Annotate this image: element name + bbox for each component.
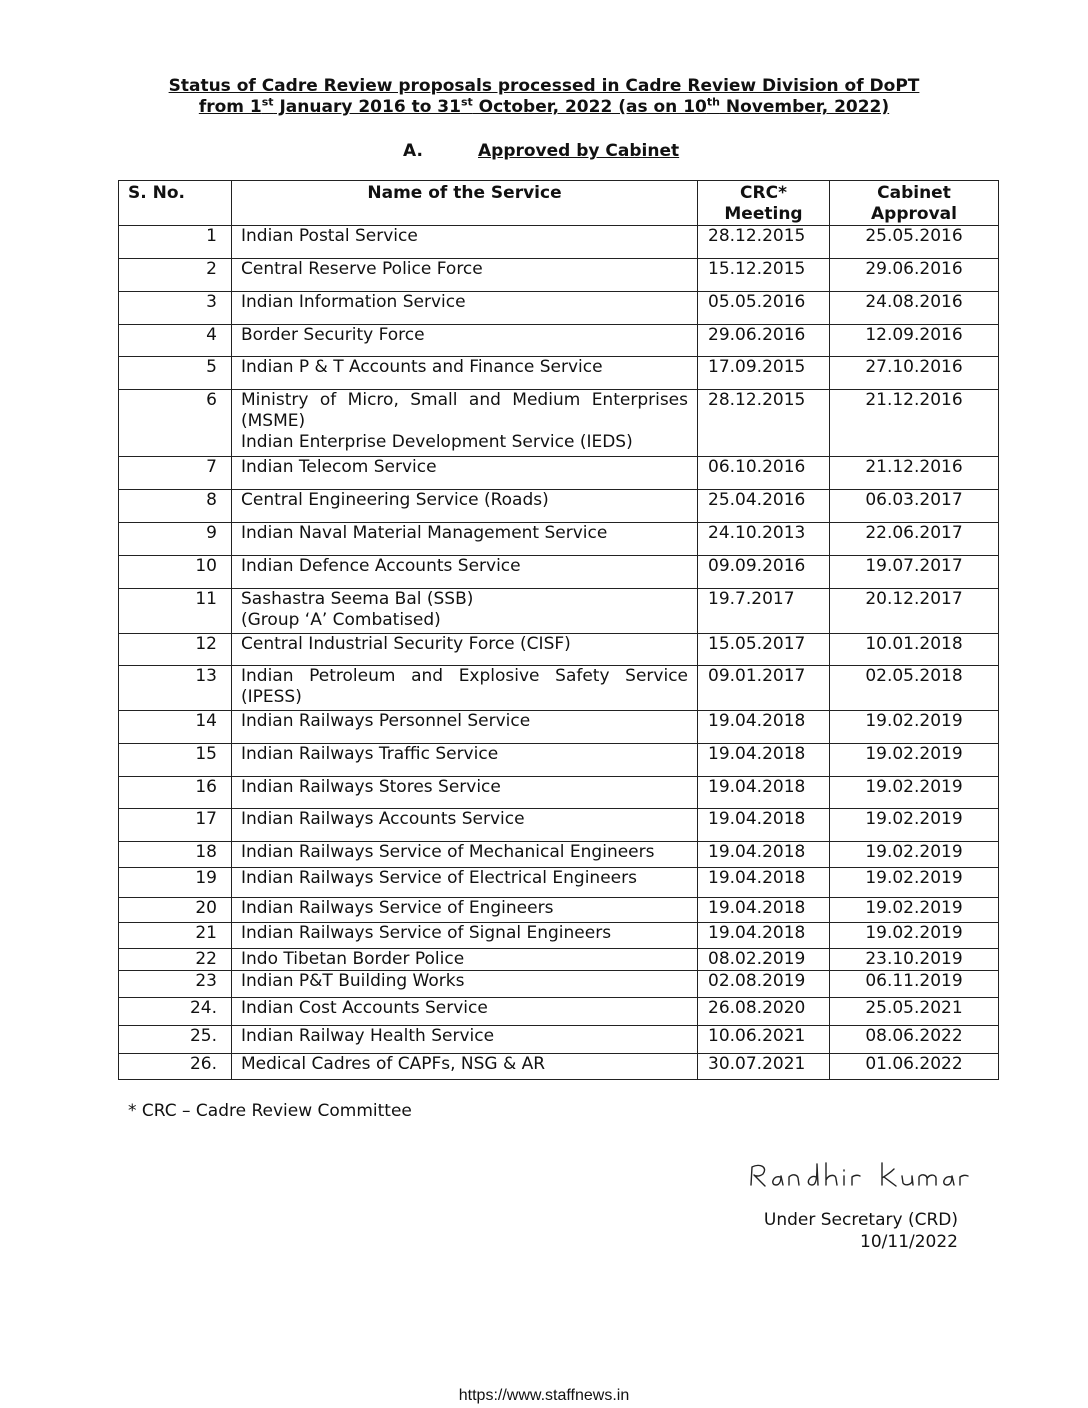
cell-sno: 14 (119, 711, 232, 744)
cell-sno: 18 (119, 842, 232, 868)
service-name-text: Indian Railways Service of Engineers (241, 898, 554, 918)
cell-cabinet-approval-date: 29.06.2016 (830, 259, 999, 292)
title-part: from 1 (198, 97, 262, 117)
cell-crc-meeting-date: 28.12.2015 (698, 390, 830, 457)
cell-crc-meeting-date: 06.10.2016 (698, 457, 830, 490)
cell-cabinet-approval-date: 24.08.2016 (830, 292, 999, 325)
cell-service-name (232, 390, 698, 457)
cell-crc-meeting-date: 25.04.2016 (698, 490, 830, 523)
cell-cabinet-approval-date: 01.06.2022 (830, 1054, 999, 1080)
cell-cabinet-approval-date: 21.12.2016 (830, 390, 999, 457)
service-name-text: Indian Telecom Service (241, 457, 437, 477)
document-title (0, 76, 1088, 118)
service-name-text: Indian Railways Stores Service (241, 777, 501, 797)
cell-sno: 9 (119, 523, 232, 556)
service-name-text: Indian Cost Accounts Service (241, 998, 488, 1018)
service-name-text: Indian Petroleum and Explosive Safety Service (IPESS) (241, 666, 688, 707)
cell-sno: 15 (119, 744, 232, 777)
table-row (119, 325, 999, 357)
cell-cabinet-approval-date: 02.05.2018 (830, 666, 999, 711)
table-row (119, 777, 999, 809)
cell-crc-meeting-date: 19.04.2018 (698, 898, 830, 923)
table-row (119, 390, 999, 457)
cell-sno: 7 (119, 457, 232, 490)
cell-crc-meeting-date: 09.09.2016 (698, 556, 830, 589)
table-row (119, 898, 999, 923)
cell-sno: 12 (119, 634, 232, 666)
cell-cabinet-approval-date: 20.12.2017 (830, 589, 999, 634)
handwritten-signature (746, 1155, 971, 1199)
cell-service-name (232, 666, 698, 711)
cell-sno: 19 (119, 868, 232, 898)
cell-cabinet-approval-date: 19.02.2019 (830, 809, 999, 842)
header-service-name: Name of the Service (232, 181, 698, 226)
title-sup: th (706, 95, 720, 109)
table-row (119, 357, 999, 390)
cell-sno: 5 (119, 357, 232, 390)
cell-crc-meeting-date: 17.09.2015 (698, 357, 830, 390)
cell-cabinet-approval-date: 19.02.2019 (830, 898, 999, 923)
table-row (119, 971, 999, 998)
table-row (119, 809, 999, 842)
cell-cabinet-approval-date: 19.02.2019 (830, 842, 999, 868)
title-sup: st (460, 95, 473, 109)
cell-cabinet-approval-date: 10.01.2018 (830, 634, 999, 666)
cell-crc-meeting-date: 15.05.2017 (698, 634, 830, 666)
table-row (119, 1054, 999, 1080)
cell-service-name (232, 809, 698, 842)
cell-crc-meeting-date: 10.06.2021 (698, 1026, 830, 1054)
cell-service-name (232, 325, 698, 357)
title-sup: st (261, 95, 274, 109)
cell-service-name (232, 949, 698, 971)
service-name-subtext: (Group ‘A’ Combatised) (241, 610, 441, 630)
table-row (119, 634, 999, 666)
cell-service-name (232, 589, 698, 634)
cell-service-name (232, 226, 698, 259)
header-crc-line1: CRC* (740, 183, 787, 203)
header-cabinet-approval (830, 181, 999, 226)
cell-sno: 11 (119, 589, 232, 634)
title-line-1: Status of Cadre Review proposals processed in Cadre Review Division of DoPT (168, 76, 920, 96)
header-cabinet-line2: Approval (871, 204, 957, 224)
cell-sno: 13 (119, 666, 232, 711)
table-row (119, 711, 999, 744)
cell-service-name (232, 1026, 698, 1054)
title-part: November, 2022) (719, 97, 890, 117)
service-name-text: Indian Railways Accounts Service (241, 809, 525, 829)
cell-crc-meeting-date: 19.7.2017 (698, 589, 830, 634)
cell-cabinet-approval-date: 25.05.2016 (830, 226, 999, 259)
cell-sno: 16 (119, 777, 232, 809)
service-name-text: Indian Railways Service of Mechanical Engineers (241, 842, 655, 862)
cell-crc-meeting-date: 19.04.2018 (698, 868, 830, 898)
cell-service-name (232, 457, 698, 490)
cell-crc-meeting-date: 15.12.2015 (698, 259, 830, 292)
cell-cabinet-approval-date: 19.02.2019 (830, 777, 999, 809)
table-row (119, 842, 999, 868)
cell-service-name (232, 292, 698, 325)
table-row (119, 490, 999, 523)
cell-crc-meeting-date: 09.01.2017 (698, 666, 830, 711)
cell-service-name (232, 357, 698, 390)
service-name-text: Indian Information Service (241, 292, 466, 312)
table-row (119, 1026, 999, 1054)
table-row (119, 923, 999, 949)
table-body (119, 226, 999, 1080)
cell-cabinet-approval-date: 12.09.2016 (830, 325, 999, 357)
cell-sno: 10 (119, 556, 232, 589)
cell-crc-meeting-date: 19.04.2018 (698, 923, 830, 949)
cell-service-name (232, 1054, 698, 1080)
table-header-row (119, 181, 999, 226)
cell-crc-meeting-date: 19.04.2018 (698, 711, 830, 744)
cell-cabinet-approval-date: 06.03.2017 (830, 490, 999, 523)
cell-sno: 25. (119, 1026, 232, 1054)
service-name-text: Indian Railway Health Service (241, 1026, 495, 1046)
section-title: Approved by Cabinet (478, 141, 680, 161)
table-row (119, 868, 999, 898)
service-name-text: Indian Defence Accounts Service (241, 556, 521, 576)
cell-sno: 1 (119, 226, 232, 259)
cell-sno: 24. (119, 998, 232, 1026)
cell-service-name (232, 842, 698, 868)
cell-service-name (232, 259, 698, 292)
cell-sno: 6 (119, 390, 232, 457)
cell-cabinet-approval-date: 19.02.2019 (830, 711, 999, 744)
service-name-text: Central Industrial Security Force (CISF) (241, 634, 571, 654)
cell-crc-meeting-date: 29.06.2016 (698, 325, 830, 357)
service-name-text: Ministry of Micro, Small and Medium Enterprises (MSME) (241, 390, 688, 431)
footnote: * CRC – Cadre Review Committee (128, 1101, 412, 1121)
table-row (119, 589, 999, 634)
cadre-review-table (118, 180, 999, 1080)
cell-sno: 17 (119, 809, 232, 842)
cell-crc-meeting-date: 28.12.2015 (698, 226, 830, 259)
cell-service-name (232, 898, 698, 923)
cell-service-name (232, 711, 698, 744)
table-row (119, 556, 999, 589)
cell-cabinet-approval-date: 21.12.2016 (830, 457, 999, 490)
service-name-text: Indian Railways Traffic Service (241, 744, 499, 764)
cell-cabinet-approval-date: 19.02.2019 (830, 868, 999, 898)
service-name-text: Central Reserve Police Force (241, 259, 483, 279)
service-name-subtext: Indian Enterprise Development Service (IEDS) (241, 432, 633, 452)
service-name-text: Indian P&T Building Works (241, 971, 465, 991)
cell-crc-meeting-date: 02.08.2019 (698, 971, 830, 998)
cell-sno: 21 (119, 923, 232, 949)
cell-crc-meeting-date: 05.05.2016 (698, 292, 830, 325)
cell-sno: 23 (119, 971, 232, 998)
table-row (119, 523, 999, 556)
table-row (119, 292, 999, 325)
cell-crc-meeting-date: 26.08.2020 (698, 998, 830, 1026)
cell-cabinet-approval-date: 19.02.2019 (830, 923, 999, 949)
cell-sno: 26. (119, 1054, 232, 1080)
table-row (119, 666, 999, 711)
table-row (119, 744, 999, 777)
cell-crc-meeting-date: 19.04.2018 (698, 842, 830, 868)
title-part: January 2016 to 31 (273, 97, 461, 117)
service-name-text: Indian P & T Accounts and Finance Service (241, 357, 603, 377)
signatory-block (764, 1209, 958, 1253)
cell-sno: 2 (119, 259, 232, 292)
cell-cabinet-approval-date: 25.05.2021 (830, 998, 999, 1026)
cell-service-name (232, 556, 698, 589)
title-part: October, 2022 (as on 10 (472, 97, 707, 117)
cell-cabinet-approval-date: 19.02.2019 (830, 744, 999, 777)
cell-service-name (232, 923, 698, 949)
cell-cabinet-approval-date: 22.06.2017 (830, 523, 999, 556)
website-footer: https://www.staffnews.in (458, 1387, 630, 1404)
service-name-text: Medical Cadres of CAPFs, NSG & AR (241, 1054, 546, 1074)
table-row (119, 457, 999, 490)
header-cabinet-line1: Cabinet (877, 183, 951, 203)
cell-service-name (232, 490, 698, 523)
cell-crc-meeting-date: 24.10.2013 (698, 523, 830, 556)
signatory-date: 10/11/2022 (860, 1232, 958, 1252)
cell-sno: 8 (119, 490, 232, 523)
cell-crc-meeting-date: 19.04.2018 (698, 809, 830, 842)
cell-cabinet-approval-date: 08.06.2022 (830, 1026, 999, 1054)
table-row (119, 998, 999, 1026)
cell-service-name (232, 634, 698, 666)
cell-service-name (232, 523, 698, 556)
table-row (119, 259, 999, 292)
cell-crc-meeting-date: 19.04.2018 (698, 744, 830, 777)
signatory-designation: Under Secretary (CRD) (763, 1210, 958, 1230)
cell-cabinet-approval-date: 23.10.2019 (830, 949, 999, 971)
service-name-text: Indian Railways Service of Electrical Engineers (241, 868, 637, 888)
cell-crc-meeting-date: 30.07.2021 (698, 1054, 830, 1080)
cell-cabinet-approval-date: 19.07.2017 (830, 556, 999, 589)
cell-service-name (232, 777, 698, 809)
service-name-text: Indian Postal Service (241, 226, 418, 246)
cell-cabinet-approval-date: 06.11.2019 (830, 971, 999, 998)
service-name-text: Border Security Force (241, 325, 425, 345)
title-line-2 (0, 97, 1088, 118)
service-name-text: Indian Railways Service of Signal Engineers (241, 923, 612, 943)
cell-sno: 3 (119, 292, 232, 325)
cell-cabinet-approval-date: 27.10.2016 (830, 357, 999, 390)
cell-crc-meeting-date: 08.02.2019 (698, 949, 830, 971)
header-crc-meeting (698, 181, 830, 226)
header-sno: S. No. (119, 181, 232, 226)
cell-sno: 22 (119, 949, 232, 971)
cell-service-name (232, 744, 698, 777)
header-crc-line2: Meeting (724, 204, 803, 224)
table-row (119, 949, 999, 971)
cell-service-name (232, 971, 698, 998)
service-name-text: Sashastra Seema Bal (SSB) (241, 589, 474, 609)
service-name-text: Indian Railways Personnel Service (241, 711, 531, 731)
cell-sno: 4 (119, 325, 232, 357)
cell-service-name (232, 868, 698, 898)
signature-drawing (746, 1155, 971, 1195)
service-name-text: Indo Tibetan Border Police (241, 949, 465, 969)
service-name-text: Indian Naval Material Management Service (241, 523, 608, 543)
table-row (119, 226, 999, 259)
cell-service-name (232, 998, 698, 1026)
section-letter: A. (403, 141, 423, 161)
cell-crc-meeting-date: 19.04.2018 (698, 777, 830, 809)
cell-sno: 20 (119, 898, 232, 923)
service-name-text: Central Engineering Service (Roads) (241, 490, 549, 510)
